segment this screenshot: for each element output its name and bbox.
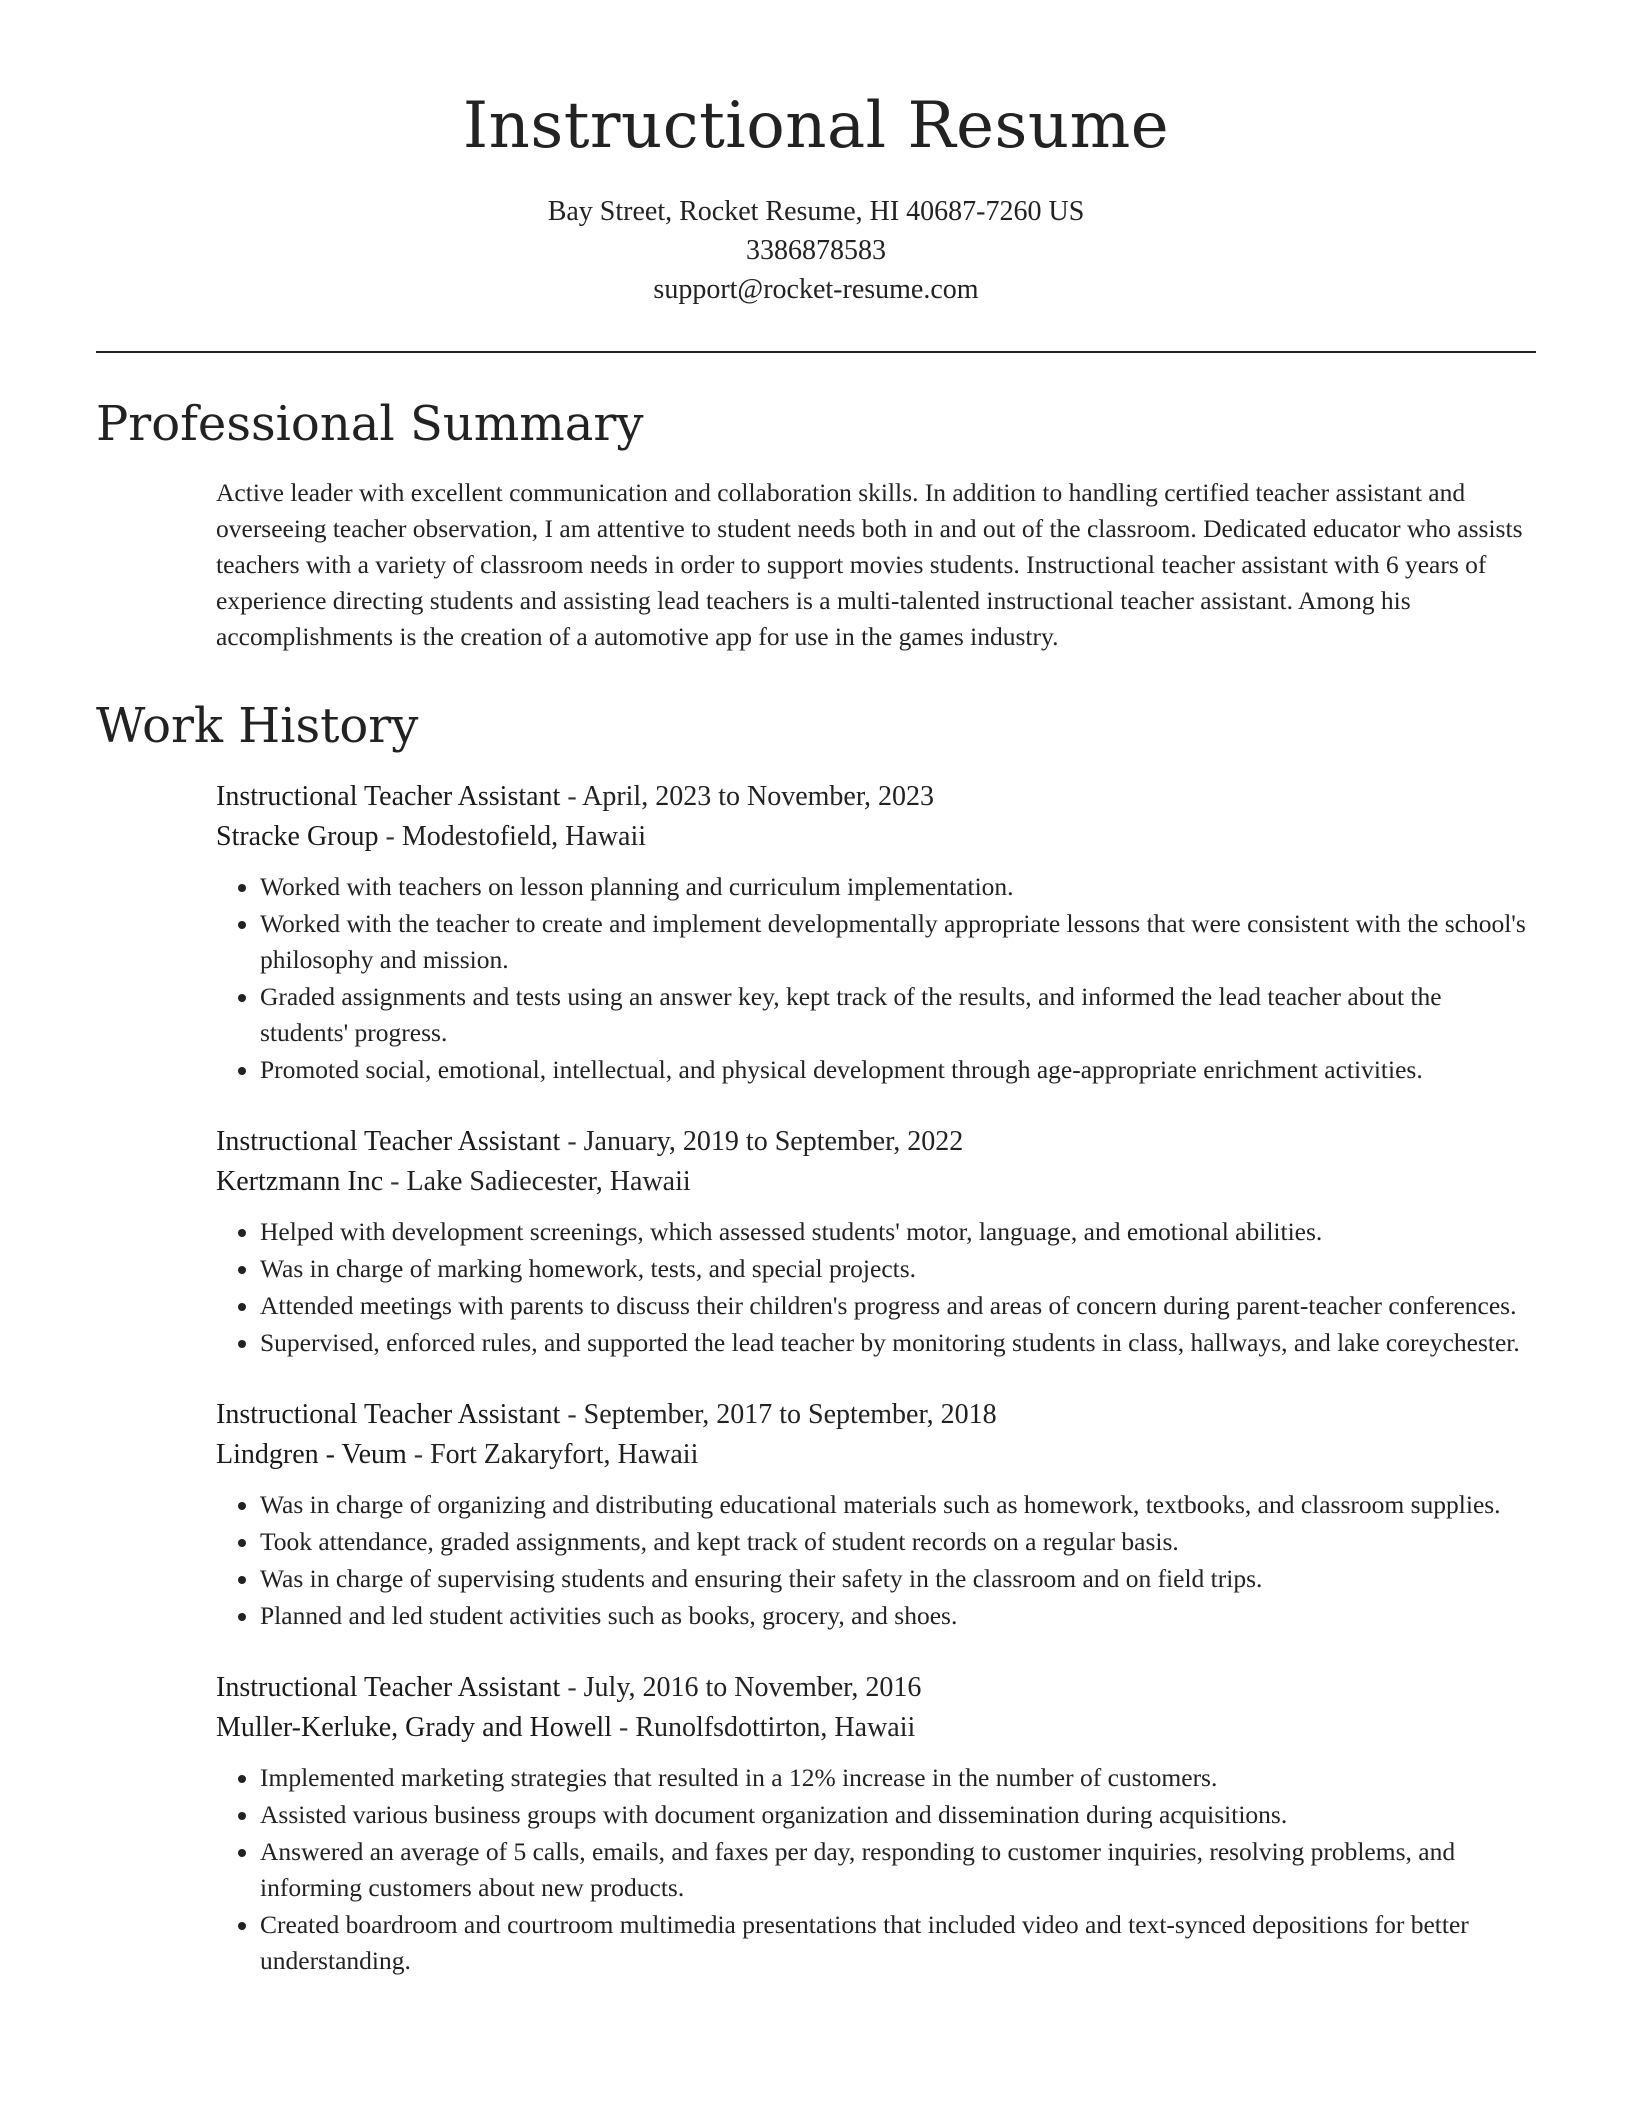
job-bullet-list xyxy=(216,869,1536,1088)
job-bullet: • Was in charge of supervising students and ensuring their safety in the classroom and on field trips. xyxy=(260,1561,1536,1597)
job-bullet-list xyxy=(216,1214,1536,1361)
job-bullet: • Was in charge of marking homework, tests, and special projects. xyxy=(260,1251,1536,1287)
job-location: Modestofield, Hawaii xyxy=(401,821,647,852)
job-title: Instructional Teacher Assistant xyxy=(216,781,561,812)
section-title-summary: Professional Summary xyxy=(96,396,644,452)
job-bullet: • Attended meetings with parents to discuss their children's progress and areas of concern during parent-teacher conferences. xyxy=(260,1288,1536,1324)
header-divider xyxy=(96,351,1536,353)
job-company-line xyxy=(216,1708,1536,1748)
job-bullet: • Worked with teachers on lesson planning and curriculum implementation. xyxy=(260,869,1536,905)
job-separator: - xyxy=(383,1166,407,1197)
job-entry xyxy=(216,1395,1536,1634)
job-company: Muller-Kerluke, Grady and Howell xyxy=(216,1712,612,1743)
job-entry xyxy=(216,1122,1536,1361)
job-separator: - xyxy=(611,1712,636,1743)
job-title: Instructional Teacher Assistant xyxy=(216,1672,561,1703)
job-bullet: • Created boardroom and courtroom multimedia presentations that included video and text-synced depositions for better understanding. xyxy=(260,1907,1536,1979)
job-bullet: • Planned and led student activities such as books, grocery, and shoes. xyxy=(260,1598,1536,1634)
job-bullet: • Answered an average of 5 calls, emails, and faxes per day, responding to customer inquiries, resolving problems, and informing customers about new products. xyxy=(260,1834,1536,1906)
resume-title: Instructional Resume xyxy=(462,89,1170,163)
section-title-work-history: Work History xyxy=(96,698,419,754)
job-dates: July, 2016 to November, 2016 xyxy=(583,1672,922,1703)
job-bullet: • Took attendance, graded assignments, and kept track of student records on a regular basis. xyxy=(260,1524,1536,1560)
job-title: Instructional Teacher Assistant xyxy=(216,1399,561,1430)
job-bullet: • Helped with development screenings, which assessed students' motor, language, and emotional abilities. xyxy=(260,1214,1536,1250)
job-company-line xyxy=(216,817,1536,857)
job-separator: - xyxy=(560,1672,584,1703)
job-entry xyxy=(216,1668,1536,1979)
job-bullet: • Assisted various business groups with document organization and dissemination during acquisitions. xyxy=(260,1797,1536,1833)
job-separator: - xyxy=(406,1439,431,1470)
job-bullet-list xyxy=(216,1487,1536,1634)
resume-header xyxy=(96,0,1536,309)
job-separator: - xyxy=(560,781,583,812)
job-title-line xyxy=(216,777,1536,817)
job-location: Runolfsdottirton, Hawaii xyxy=(635,1712,916,1743)
job-bullet: • Implemented marketing strategies that resulted in a 12% increase in the number of customers. xyxy=(260,1760,1536,1796)
work-history-section xyxy=(96,695,1536,1979)
job-bullet: • Graded assignments and tests using an answer key, kept track of the results, and informed the lead teacher about the students' progress. xyxy=(260,979,1536,1051)
job-title-line xyxy=(216,1668,1536,1708)
job-title-line xyxy=(216,1122,1536,1162)
contact-address: Bay Street, Rocket Resume, HI 40687-7260 US xyxy=(547,196,1085,227)
job-company: Kertzmann Inc xyxy=(216,1166,384,1197)
job-bullet-list xyxy=(216,1760,1536,1979)
job-separator: - xyxy=(378,821,402,852)
job-dates: September, 2017 to September, 2018 xyxy=(583,1399,997,1430)
job-entry xyxy=(216,777,1536,1088)
job-company-line xyxy=(216,1162,1536,1202)
contact-block xyxy=(96,192,1536,309)
job-company: Lindgren - Veum xyxy=(216,1439,407,1470)
job-separator: - xyxy=(560,1399,584,1430)
job-bullet: • Supervised, enforced rules, and supported the lead teacher by monitoring students in class, hallways, and lake coreychester. xyxy=(260,1325,1536,1361)
job-dates: January, 2019 to September, 2022 xyxy=(583,1126,964,1157)
job-bullet: • Promoted social, emotional, intellectual, and physical development through age-appropriate enrichment activities. xyxy=(260,1052,1536,1088)
job-bullet: • Worked with the teacher to create and implement developmentally appropriate lessons that were consistent with the school's philosophy and mission. xyxy=(260,906,1536,978)
job-dates: April, 2023 to November, 2023 xyxy=(582,781,935,812)
summary-text: Active leader with excellent communication and collaboration skills. In addition to handling certified teacher assistant and overseeing teacher observation, I am attentive to student needs both in and out of the classroom. Dedicated educator who assists teachers with a variety of classroom needs in order to support movies students. Instructional teacher assistant with 6 years of experience directing students and assisting lead teachers is a multi-talented instructional teacher assistant. Among his accomplishments is the creation of a automotive app for use in the games industry. xyxy=(216,478,1523,651)
job-separator: - xyxy=(560,1126,584,1157)
job-location: Fort Zakaryfort, Hawaii xyxy=(430,1439,699,1470)
job-bullet: • Was in charge of organizing and distributing educational materials such as homework, textbooks, and classroom supplies. xyxy=(260,1487,1536,1523)
job-list xyxy=(96,777,1536,1979)
job-title-line xyxy=(216,1395,1536,1435)
professional-summary-section xyxy=(96,393,1536,655)
job-company-line xyxy=(216,1435,1536,1475)
contact-phone: 3386878583 xyxy=(746,235,886,266)
job-location: Lake Sadiecester, Hawaii xyxy=(406,1166,691,1197)
job-company: Stracke Group xyxy=(216,821,379,852)
job-title: Instructional Teacher Assistant xyxy=(216,1126,561,1157)
contact-email: support@rocket-resume.com xyxy=(653,274,979,305)
